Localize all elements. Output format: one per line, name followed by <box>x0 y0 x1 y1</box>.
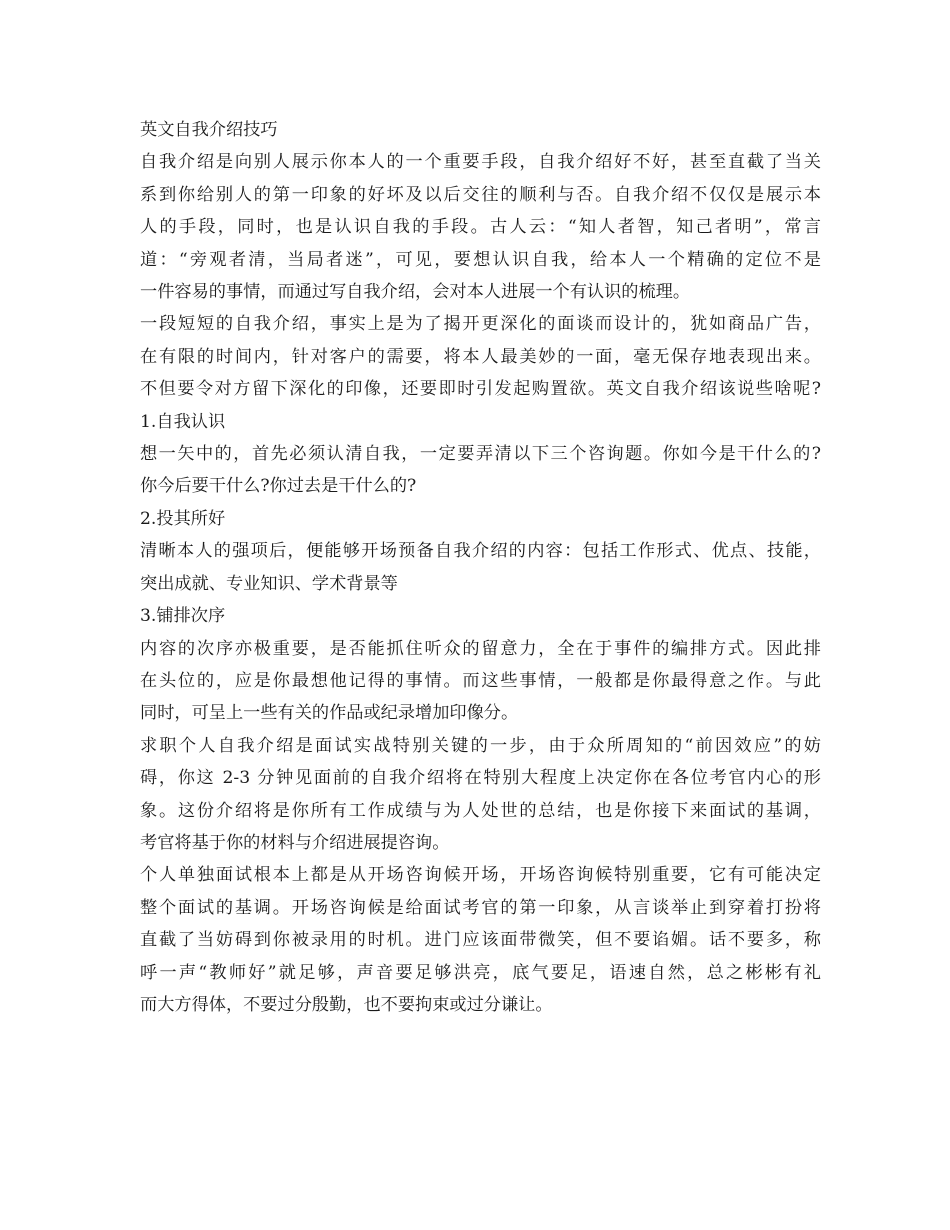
text-line: 象。这份介绍将是你所有工作成绩与为人处世的总结，也是你接下来面试的基调， <box>140 800 821 821</box>
text-line: 不但要令对方留下深化的印像，还要即时引发起购置欲。英文自我介绍该说些啥呢? <box>140 379 821 400</box>
text-line: 内容的次序亦极重要，是否能抓住听众的留意力，全在于事件的编排方式。因此排 <box>140 638 821 659</box>
text-line: 求职个人自我介绍是面试实战特别关键的一步，由于众所周知的“前因效应”的妨 <box>140 735 821 756</box>
text-line: 2.投其所好 <box>140 508 226 529</box>
text-line: 人的手段，同时，也是认识自我的手段。古人云：“知人者智，知己者明”，常言 <box>140 217 821 238</box>
text-line: 在头位的，应是你最想他记得的事情。而这些事情，一般都是你最得意之作。与此 <box>140 670 821 691</box>
document-text-lines <box>140 146 830 1021</box>
text-line: 3.铺排次序 <box>140 606 226 627</box>
text-line: 整个面试的基调。开场咨询候是给面试考官的第一印象，从言谈举止到穿着打扮将 <box>140 897 821 918</box>
text-line: 一件容易的事情，而通过写自我介绍，会对本人进展一个有认识的梳理。 <box>140 282 691 303</box>
text-line: 想一矢中的，首先必须认清自我，一定要弄清以下三个咨询题。你如今是干什么的? <box>140 444 821 465</box>
text-line: 个人单独面试根本上都是从开场咨询候开场，开场咨询候特别重要，它有可能决定 <box>140 865 821 886</box>
text-line: 1.自我认识 <box>140 411 226 432</box>
text-line: 呼一声“教师好”就足够，声音要足够洪亮，底气要足，语速自然，总之彬彬有礼 <box>140 962 821 983</box>
document-title: 英文自我介绍技巧 <box>140 120 278 140</box>
text-line: 道：“旁观者清，当局者迷”，可见，要想认识自我，给本人一个精确的定位不是 <box>140 249 821 270</box>
text-line: 你今后要干什么?你过去是干什么的? <box>140 476 417 497</box>
text-line: 自我介绍是向别人展示你本人的一个重要手段，自我介绍好不好，甚至直截了当关 <box>140 152 821 173</box>
text-line: 系到你给别人的第一印象的好坏及以后交往的顺利与否。自我介绍不仅仅是展示本 <box>140 184 821 205</box>
text-line: 碍，你这 2-3 分钟见面前的自我介绍将在特别大程度上决定你在各位考官内心的形 <box>140 768 821 789</box>
text-line: 突出成就、专业知识、学术背景等 <box>140 573 398 594</box>
text-line: 而大方得体，不要过分殷勤，也不要拘束或过分谦让。 <box>140 994 553 1015</box>
text-line: 同时，可呈上一些有关的作品或纪录增加印像分。 <box>140 703 519 724</box>
text-line: 考官将基于你的材料与介绍进展提咨询。 <box>140 832 450 853</box>
text-line: 在有限的时间内，针对客户的需要，将本人最美妙的一面，毫无保存地表现出来。 <box>140 346 821 367</box>
text-line: 一段短短的自我介绍，事实上是为了揭开更深化的面谈而设计的，犹如商品广告， <box>140 314 821 335</box>
document-body <box>140 114 830 1021</box>
text-line: 直截了当妨碍到你被录用的时机。进门应该面带微笑，但不要谄媚。话不要多，称 <box>140 930 821 951</box>
text-line: 清晰本人的强项后，便能够开场预备自我介绍的内容：包括工作形式、优点、技能， <box>140 541 821 562</box>
